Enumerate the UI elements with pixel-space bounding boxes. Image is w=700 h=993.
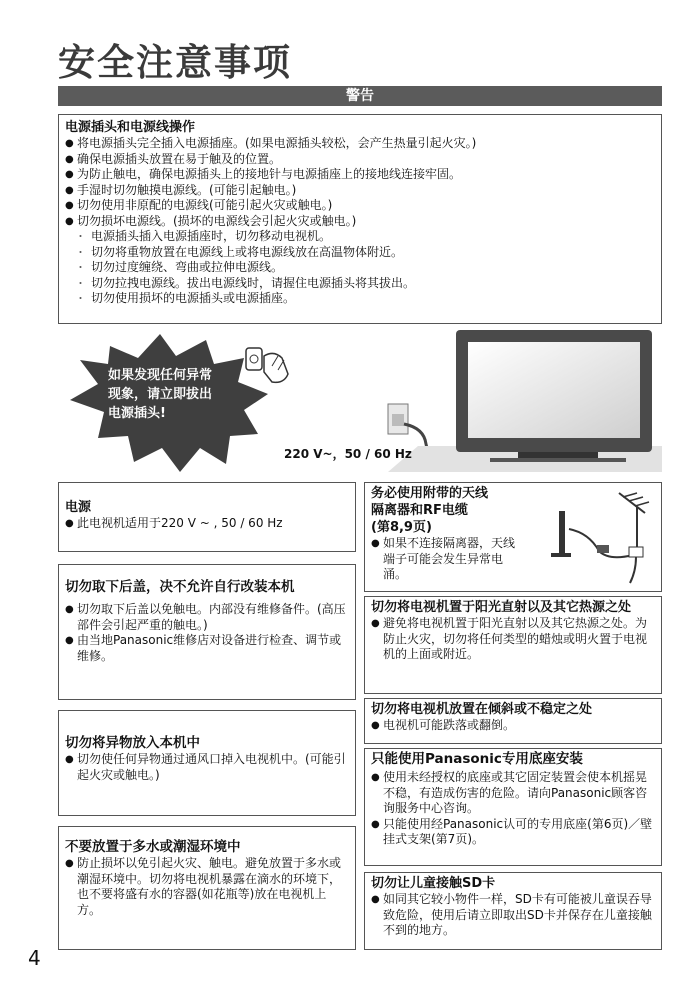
section-heading: 切勿取下后盖，决不允许自行改装本机 — [65, 579, 295, 595]
antenna-icon — [619, 493, 649, 547]
sub-list-item: ・ 切勿将重物放置在电源线上或将电源线放在高温物体附近。 — [65, 245, 655, 261]
stand-mount-box — [364, 748, 662, 866]
sub-list-item: ・ 切勿使用损坏的电源插头或电源插座。 — [65, 291, 655, 307]
sub-list-item: ・ 切勿过度缠绕、弯曲或拉伸电源线。 — [65, 260, 655, 276]
back-cover-box — [58, 564, 356, 700]
list-item: ● 切勿使用非原配的电源线(可能引起火灾或触电。) — [65, 198, 655, 214]
list-item: ● 手湿时切勿触摸电源线。(可能引起触电。) — [65, 183, 655, 199]
sub-list-item: ・ 电源插头插入电源插座时，切勿移动电视机。 — [65, 229, 655, 245]
antenna-diagram — [541, 489, 659, 589]
foreign-object-box — [58, 710, 356, 816]
power-source-box — [58, 482, 356, 552]
moisture-box — [58, 826, 356, 950]
cable-icon — [569, 529, 643, 583]
page-number: 4 — [28, 946, 41, 970]
sunlight-heat-box — [364, 596, 662, 694]
list-item: ● 由当地Panasonic维修店对设备进行检查、调节或维修。 — [65, 633, 349, 664]
list-item: ● 确保电源插头放置在易于触及的位置。 — [65, 152, 655, 168]
illustration-svg — [58, 326, 662, 472]
list-item: ● 切勿损坏电源线。(损坏的电源线会引起火灾或触电。) — [65, 214, 655, 230]
list-item: ● 避免将电视机置于阳光直射以及其它热源之处。为防止火灾，切勿将任何类型的蜡烛或明火置于电视机的上面或附近。 — [371, 616, 655, 663]
small-tv-icon — [551, 511, 571, 557]
list-item: ● 为防止触电，确保电源插头上的接地针与电源插座上的接地线连接牢固。 — [65, 167, 655, 183]
sd-card-box — [364, 872, 662, 950]
section-heading: 只能使用Panasonic专用底座安装 — [371, 751, 583, 767]
section-heading: 切勿将异物放入本机中 — [65, 735, 200, 751]
voltage-label: 220 V~，50 / 60 Hz — [284, 447, 412, 461]
unstable-surface-box — [364, 698, 662, 744]
list-item: ● 如同其它较小物件一样，SD卡有可能被儿童误吞导致危险，使用后请立即取出SD卡并保存在儿童接触不到的地方。 — [371, 892, 655, 939]
page-title: 安全注意事项 — [58, 41, 292, 84]
starburst-shape — [70, 334, 268, 472]
list-item: ● 使用未经授权的底座或其它固定装置会使本机摇晃不稳，有造成伤害的危险。请向Panasonic顾客咨询服务中心咨询。 — [371, 770, 655, 817]
section-heading: 切勿将电视机放置在倾斜或不稳定之处 — [371, 702, 593, 717]
antenna-isolator-box — [364, 482, 662, 592]
list-item: ● 防止损坏以免引起火灾、触电。避免放置于多水或潮湿环境中。切勿将电视机暴露在滴水的环境下，也不要将盛有水的容器(如花瓶等)放在电视机上方。 — [65, 856, 349, 918]
section-heading: 切勿将电视机置于阳光直射以及其它热源之处 — [371, 600, 632, 615]
section-heading: 电源插头和电源线操作 — [65, 120, 196, 135]
section-heading: 不要放置于多水或潮湿环境中 — [65, 839, 241, 855]
section-heading: 电源 — [65, 500, 92, 515]
section-heading-line-2: 隔离器和RF电缆 — [371, 503, 468, 518]
tv-icon — [456, 330, 652, 462]
list-item: ● 此电视机适用于220 V ~ , 50 / 60 Hz — [65, 516, 349, 532]
list-item: ● 电视机可能跌落或翻倒。 — [371, 718, 655, 734]
section-heading: 切勿让儿童接触SD卡 — [371, 876, 496, 891]
tv-illustration — [58, 326, 662, 472]
burst-text-line-1: 如果发现任何异常 — [108, 368, 213, 383]
sub-list-item: ・ 切勿拉拽电源线。拔出电源线时，请握住电源插头将其拔出。 — [65, 276, 655, 292]
section-heading-line-3: (第8,9页) — [371, 520, 432, 535]
burst-text-line-3: 电源插头! — [108, 406, 166, 421]
list-item: ● 将电源插头完全插入电源插座。(如果电源插头较松，会产生热量引起火灾。) — [65, 136, 655, 152]
list-item: ● 切勿使任何异物通过通风口掉入电视机中。(可能引起火灾或触电。) — [65, 752, 349, 783]
hand-plug-icon — [246, 348, 288, 382]
list-item: ● 如果不连接隔离器，天线端子可能会发生异常电涌。 — [371, 536, 521, 583]
burst-text-line-2: 现象，请立即拔出 — [108, 387, 213, 402]
section-heading-line-1: 务必使用附带的天线 — [371, 486, 489, 501]
list-item: ● 只能使用经Panasonic认可的专用底座(第6页)／壁挂式支架(第7页)。 — [371, 817, 655, 848]
power-cord-section — [58, 114, 662, 324]
list-item: ● 切勿取下后盖以免触电。内部没有维修备件。(高压部件会引起严重的触电。) — [65, 602, 349, 633]
warning-bar: 警告 — [58, 86, 662, 106]
